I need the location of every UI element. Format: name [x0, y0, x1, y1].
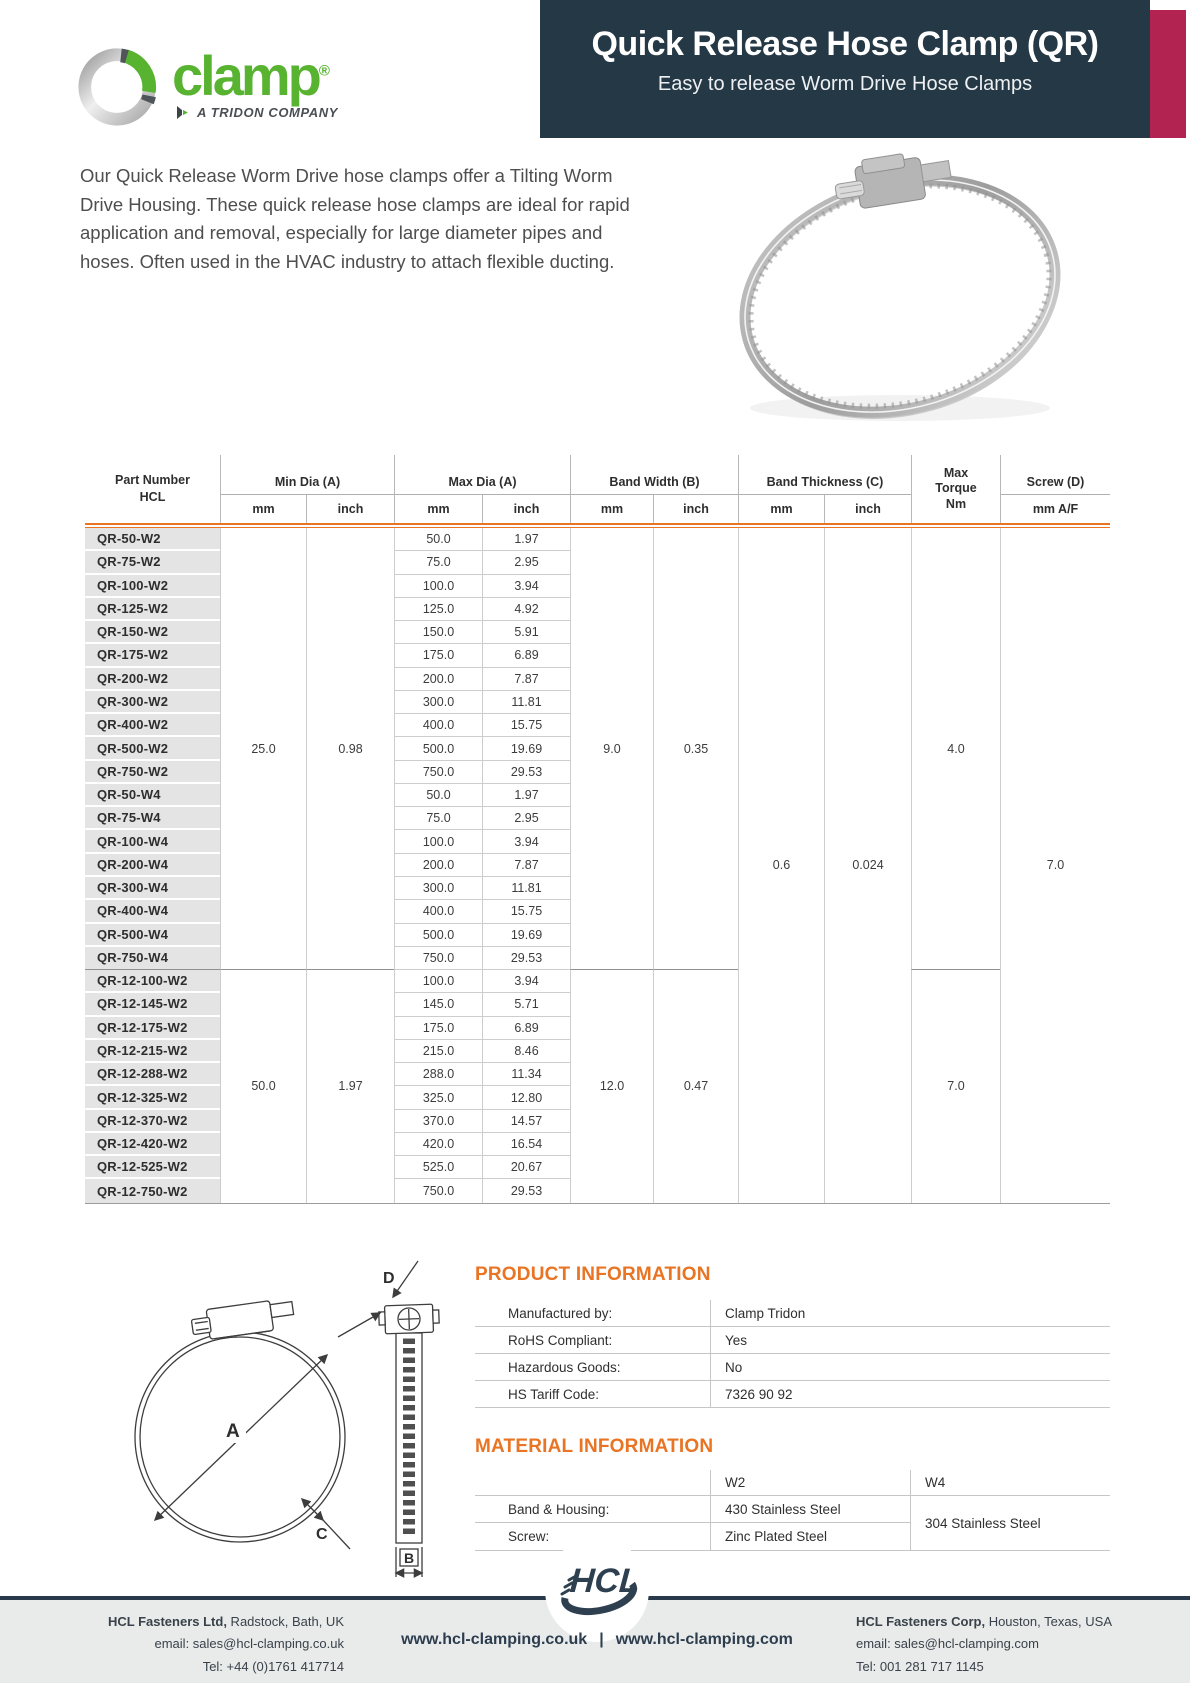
max-dia-mm-cell: 370.0: [394, 1110, 482, 1133]
dim-label-c: C: [316, 1526, 328, 1543]
material-w2-value: 430 Stainless Steel: [710, 1496, 910, 1522]
part-number-cell: QR-75-W4: [85, 807, 220, 830]
min-dia-mm-cell: 50.0: [220, 970, 306, 1203]
max-dia-inch-cell: 2.95: [482, 807, 570, 830]
max-torque-cell: 4.0: [911, 528, 1000, 970]
website-separator: |: [599, 1631, 604, 1648]
footer-right-email: email: sales@hcl-clamping.com: [856, 1636, 1039, 1652]
page-subtitle: Easy to release Worm Drive Hose Clamps: [657, 73, 1033, 95]
tridon-arrow-icon: [176, 105, 191, 120]
part-number-cell: QR-12-420-W2: [85, 1133, 220, 1156]
max-dia-mm-cell: 75.0: [394, 551, 482, 574]
part-number-cell: QR-400-W2: [85, 714, 220, 737]
product-info-table: [475, 1300, 1110, 1408]
max-dia-inch-cell: 6.89: [482, 1017, 570, 1040]
product-info-heading: PRODUCT INFORMATION: [475, 1264, 711, 1285]
footer-left-address: [60, 1611, 344, 1678]
table-row: [475, 1327, 1110, 1354]
max-dia-mm-cell: 100.0: [394, 575, 482, 598]
col-header-band-thickness: Band Thickness (C): [738, 455, 911, 495]
max-dia-mm-cell: 215.0: [394, 1040, 482, 1063]
max-dia-mm-cell: 400.0: [394, 714, 482, 737]
max-dia-inch-cell: 1.97: [482, 528, 570, 551]
max-dia-inch-cell: 1.97: [482, 784, 570, 807]
max-dia-inch-cell: 11.34: [482, 1063, 570, 1086]
max-dia-mm-cell: 400.0: [394, 900, 482, 923]
max-dia-mm-cell: 145.0: [394, 993, 482, 1016]
max-dia-mm-cell: 150.0: [394, 621, 482, 644]
material-header-blank: [475, 1470, 710, 1495]
material-w2-value: Zinc Plated Steel: [710, 1523, 910, 1550]
brand-tagline-text: A TRIDON COMPANY: [197, 105, 339, 121]
page-title: Quick Release Hose Clamp (QR): [591, 25, 1099, 63]
max-dia-mm-cell: 500.0: [394, 737, 482, 760]
part-number-cell: QR-12-370-W2: [85, 1110, 220, 1133]
part-number-cell: QR-400-W4: [85, 900, 220, 923]
max-dia-inch-cell: 11.81: [482, 877, 570, 900]
max-dia-mm-cell: 300.0: [394, 877, 482, 900]
max-dia-inch-cell: 20.67: [482, 1156, 570, 1179]
col-header-screw: Screw (D): [1000, 455, 1110, 495]
max-torque-cell: 7.0: [911, 970, 1000, 1203]
max-dia-mm-cell: 750.0: [394, 761, 482, 784]
max-dia-inch-cell: 12.80: [482, 1086, 570, 1109]
info-value: 7326 90 92: [710, 1381, 1110, 1407]
brand-tagline: [176, 105, 338, 120]
max-dia-mm-cell: 200.0: [394, 668, 482, 691]
footer-right-address: [856, 1611, 1156, 1678]
table-row: [475, 1300, 1110, 1327]
material-label: Screw:: [508, 1529, 550, 1544]
table-row: [475, 1381, 1110, 1408]
footer-left-name: HCL Fasteners Ltd, Radstock, Bath, UK: [107, 1614, 344, 1629]
table-row: [475, 1496, 910, 1523]
max-dia-inch-cell: 7.87: [482, 854, 570, 877]
max-dia-mm-cell: 50.0: [394, 528, 482, 551]
part-number-cell: QR-300-W4: [85, 877, 220, 900]
band-width-mm-cell: 12.0: [570, 970, 653, 1203]
max-dia-mm-cell: 750.0: [394, 947, 482, 970]
max-dia-mm-cell: 750.0: [394, 1179, 482, 1202]
brand-logo: [76, 42, 338, 130]
subheader-max-inch: inch: [482, 495, 570, 523]
max-dia-mm-cell: 420.0: [394, 1133, 482, 1156]
part-number-cell: QR-175-W2: [85, 644, 220, 667]
min-dia-inch-cell: 0.98: [306, 528, 394, 970]
accent-bar: [1150, 10, 1186, 138]
band-width-mm-cell: 9.0: [570, 528, 653, 970]
part-number-cell: QR-200-W4: [85, 854, 220, 877]
info-label: Hazardous Goods:: [508, 1359, 621, 1375]
band-thickness-mm-cell: 0.6: [738, 528, 824, 1203]
max-dia-mm-cell: 288.0: [394, 1063, 482, 1086]
max-dia-inch-cell: 5.71: [482, 993, 570, 1016]
max-dia-inch-cell: 19.69: [482, 737, 570, 760]
part-number-cell: QR-12-325-W2: [85, 1086, 220, 1109]
max-dia-mm-cell: 500.0: [394, 924, 482, 947]
dim-label-d: D: [383, 1270, 395, 1287]
max-dia-inch-cell: 16.54: [482, 1133, 570, 1156]
website-com: www.hcl-clamping.com: [615, 1631, 793, 1648]
max-dia-mm-cell: 100.0: [394, 970, 482, 993]
max-dia-inch-cell: 8.46: [482, 1040, 570, 1063]
brand-wordmark: clamp®: [172, 43, 330, 107]
max-dia-mm-cell: 325.0: [394, 1086, 482, 1109]
max-dia-inch-cell: 19.69: [482, 924, 570, 947]
info-value: No: [710, 1354, 1110, 1380]
col-header-part-number: Part Number HCL: [114, 473, 191, 504]
part-number-cell: QR-100-W2: [85, 575, 220, 598]
footer-left-tel: Tel: +44 (0)1761 417714: [202, 1658, 344, 1674]
part-number-cell: QR-12-215-W2: [85, 1040, 220, 1063]
col-header-band-width: Band Width (B): [570, 455, 738, 495]
material-label: Band & Housing:: [508, 1501, 610, 1517]
subheader-bt-mm: mm: [738, 495, 824, 523]
subheader-min-inch: inch: [306, 495, 394, 523]
max-dia-mm-cell: 175.0: [394, 1017, 482, 1040]
part-number-cell: QR-500-W4: [85, 924, 220, 947]
hose-clamp-photo-icon: [690, 136, 1110, 446]
material-info-heading: MATERIAL INFORMATION: [475, 1436, 714, 1457]
max-dia-inch-cell: 3.94: [482, 575, 570, 598]
part-number-cell: QR-200-W2: [85, 668, 220, 691]
max-dia-inch-cell: 7.87: [482, 668, 570, 691]
part-number-cell: QR-12-288-W2: [85, 1063, 220, 1086]
info-label: HS Tariff Code:: [508, 1386, 600, 1402]
footer-right-tel: Tel: 001 281 717 1145: [856, 1658, 984, 1674]
part-number-cell: QR-100-W4: [85, 830, 220, 853]
registered-mark: ®: [318, 62, 330, 80]
subheader-screw-mmaf: mm A/F: [1000, 495, 1110, 523]
max-dia-mm-cell: 525.0: [394, 1156, 482, 1179]
max-dia-inch-cell: 15.75: [482, 714, 570, 737]
max-dia-inch-cell: 29.53: [482, 947, 570, 970]
max-dia-mm-cell: 50.0: [394, 784, 482, 807]
part-number-cell: QR-750-W4: [85, 947, 220, 970]
info-value: Yes: [710, 1327, 1110, 1353]
max-dia-inch-cell: 15.75: [482, 900, 570, 923]
max-dia-mm-cell: 200.0: [394, 854, 482, 877]
banner: [540, 0, 1150, 138]
part-number-cell: QR-750-W2: [85, 761, 220, 784]
max-dia-mm-cell: 100.0: [394, 830, 482, 853]
svg-text:HCL: HCL: [568, 1562, 642, 1600]
max-dia-inch-cell: 29.53: [482, 1179, 570, 1202]
part-number-cell: QR-75-W2: [85, 551, 220, 574]
part-number-cell: QR-12-145-W2: [85, 993, 220, 1016]
material-header-w2: W2: [710, 1470, 910, 1495]
footer-left-email: email: sales@hcl-clamping.co.uk: [154, 1636, 344, 1652]
part-number-cell: QR-500-W2: [85, 737, 220, 760]
subheader-bw-mm: mm: [570, 495, 653, 523]
material-rows: [475, 1496, 910, 1550]
screw-cell: 7.0: [1000, 528, 1110, 1203]
part-number-cell: QR-12-100-W2: [85, 970, 220, 993]
max-dia-mm-cell: 175.0: [394, 644, 482, 667]
part-number-cell: QR-150-W2: [85, 621, 220, 644]
max-dia-inch-cell: 11.81: [482, 691, 570, 714]
part-number-cell: QR-125-W2: [85, 598, 220, 621]
info-value: Clamp Tridon: [710, 1300, 1110, 1326]
material-header-w4: W4: [910, 1470, 1110, 1495]
material-w4-merged-value: 304 Stainless Steel: [910, 1496, 1110, 1550]
max-dia-inch-cell: 6.89: [482, 644, 570, 667]
clamp-ring-icon: [76, 42, 164, 130]
drawing-housing-front-icon: [379, 1304, 440, 1334]
dim-label-a: A: [226, 1421, 240, 1442]
max-dia-inch-cell: 29.53: [482, 761, 570, 784]
info-label: Manufactured by:: [508, 1305, 613, 1321]
max-dia-inch-cell: 3.94: [482, 830, 570, 853]
min-dia-mm-cell: 25.0: [220, 528, 306, 970]
part-number-cell: QR-300-W2: [85, 691, 220, 714]
subheader-bt-inch: inch: [824, 495, 911, 523]
hcl-logo-icon: [545, 1538, 649, 1642]
max-dia-mm-cell: 300.0: [394, 691, 482, 714]
col-header-max-dia: Max Dia (A): [394, 455, 570, 495]
product-photo: [690, 136, 1110, 446]
spec-table: [85, 455, 1110, 1204]
part-number-cell: QR-50-W4: [85, 784, 220, 807]
band-perforations: [404, 1339, 415, 1534]
footer-right-name: HCL Fasteners Corp, Houston, Texas, USA: [856, 1614, 1113, 1629]
table-row: [475, 1354, 1110, 1381]
intro-paragraph: Our Quick Release Worm Drive hose clamps offer a Tilting Worm Drive Housing. These quick release hose clamps are ideal for rapid application and removal, especially for large diameter pipes and hoses. Often used in the HVAC industry to attach flexible ducting.: [80, 165, 630, 273]
part-number-cell: QR-12-750-W2: [85, 1179, 220, 1202]
max-dia-inch-cell: 5.91: [482, 621, 570, 644]
col-header-min-dia: Min Dia (A): [220, 455, 394, 495]
website-uk: www.hcl-clamping.co.uk: [401, 1631, 588, 1648]
max-dia-mm-cell: 125.0: [394, 598, 482, 621]
min-dia-inch-cell: 1.97: [306, 970, 394, 1203]
drawing-housing-side-icon: [190, 1298, 295, 1342]
subheader-max-mm: mm: [394, 495, 482, 523]
info-label: RoHS Compliant:: [508, 1332, 613, 1348]
subheader-min-mm: mm: [220, 495, 306, 523]
hcl-logo: [545, 1538, 649, 1642]
max-dia-mm-cell: 75.0: [394, 807, 482, 830]
max-dia-inch-cell: 3.94: [482, 970, 570, 993]
band-width-inch-cell: 0.35: [653, 528, 738, 970]
max-dia-inch-cell: 4.92: [482, 598, 570, 621]
band-thickness-inch-cell: 0.024: [824, 528, 911, 1203]
max-dia-inch-cell: 14.57: [482, 1110, 570, 1133]
subheader-bw-inch: inch: [653, 495, 738, 523]
part-number-cell: QR-12-175-W2: [85, 1017, 220, 1040]
col-header-max-torque: Max Torque Nm: [911, 455, 1000, 523]
footer-websites: [385, 1631, 809, 1649]
part-number-cell: QR-50-W2: [85, 528, 220, 551]
dim-label-b: B: [404, 1550, 415, 1566]
band-width-inch-cell: 0.47: [653, 970, 738, 1203]
technical-drawing: [80, 1225, 470, 1590]
table-row: [475, 1523, 910, 1550]
max-dia-inch-cell: 2.95: [482, 551, 570, 574]
brand-text: [172, 43, 339, 121]
clamp-housing-icon: [832, 147, 954, 213]
part-number-cell: QR-12-525-W2: [85, 1156, 220, 1179]
material-header-row: [475, 1470, 1110, 1496]
